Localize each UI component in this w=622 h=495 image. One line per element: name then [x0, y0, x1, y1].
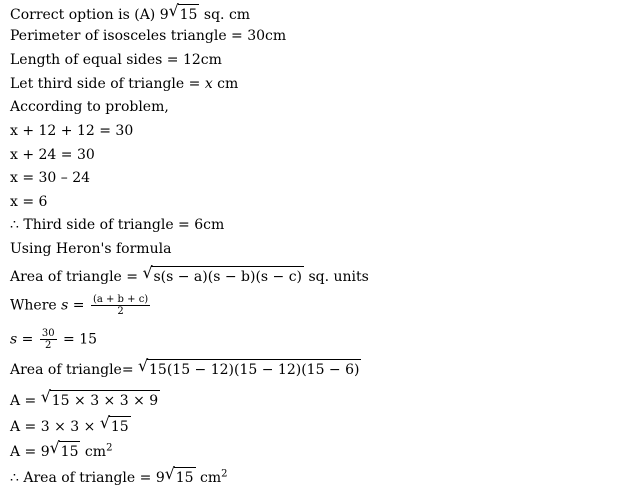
answer-line — [10, 1, 251, 24]
fraction-abc-over-2: $\frac{(a + b + c)}{2}$ — [92, 294, 149, 317]
sqrt-15: √ 15 — [49, 438, 79, 460]
equation-2: x + 24 = 30 — [10, 147, 95, 163]
sqrt-heron: √ s(s − a)(s − b)(s − c) — [142, 263, 303, 285]
area-step-3: A = 9 √ 15 $cm^2$ — [10, 438, 113, 460]
according-line: According to problem, — [10, 99, 169, 115]
equation-4: x = 6 — [10, 194, 48, 210]
area-substitution-line: Area of triangle= √ 15(15 − 12)(15 − 12)(15 − 6) — [10, 356, 360, 378]
perimeter-line: Perimeter of isosceles triangle = 30cm — [10, 28, 287, 44]
sqrt-substitution: √ 15(15 − 12)(15 − 12)(15 − 6) — [138, 356, 360, 378]
area-step-1: A = √ 15 × 3 × 3 × 9 — [10, 387, 159, 409]
s-value-line: s = $\frac{30}{2}$ = 15 — [10, 328, 98, 351]
answer-prefix: Correct option is (A) 9 — [10, 7, 169, 23]
area-step-2: A = 3 × 3 × √ 15 — [10, 413, 129, 435]
final-area-line: ∴ Area of triangle = 9 √ 15 $cm^2$ — [10, 464, 228, 486]
area-formula-line: Area of triangle = √ s(s − a)(s − b)(s − c) sq. units — [10, 263, 369, 285]
s-definition-line: Where s = $\frac{(a + b + c)}{2}$ — [10, 294, 149, 317]
sqrt-15: √ 15 — [99, 413, 129, 435]
equation-1: x + 12 + 12 = 30 — [10, 123, 134, 139]
third-side-result: ∴ Third side of triangle = 6cm — [10, 217, 225, 233]
equal-sides-line: Length of equal sides = 12cm — [10, 52, 222, 68]
equation-3: x = 30 – 24 — [10, 170, 91, 186]
sqrt-15: √ 15 — [164, 464, 194, 486]
third-side-line: Let third side of triangle = x cm — [10, 76, 239, 92]
sqrt-product: √ 15 × 3 × 3 × 9 — [40, 387, 159, 409]
sqrt-15: √ 15 — [168, 1, 198, 23]
fraction-30-over-2: $\frac{30}{2}$ — [41, 328, 55, 351]
herons-formula-line: Using Heron's formula — [10, 241, 172, 257]
answer-suffix: sq. cm — [199, 7, 251, 23]
